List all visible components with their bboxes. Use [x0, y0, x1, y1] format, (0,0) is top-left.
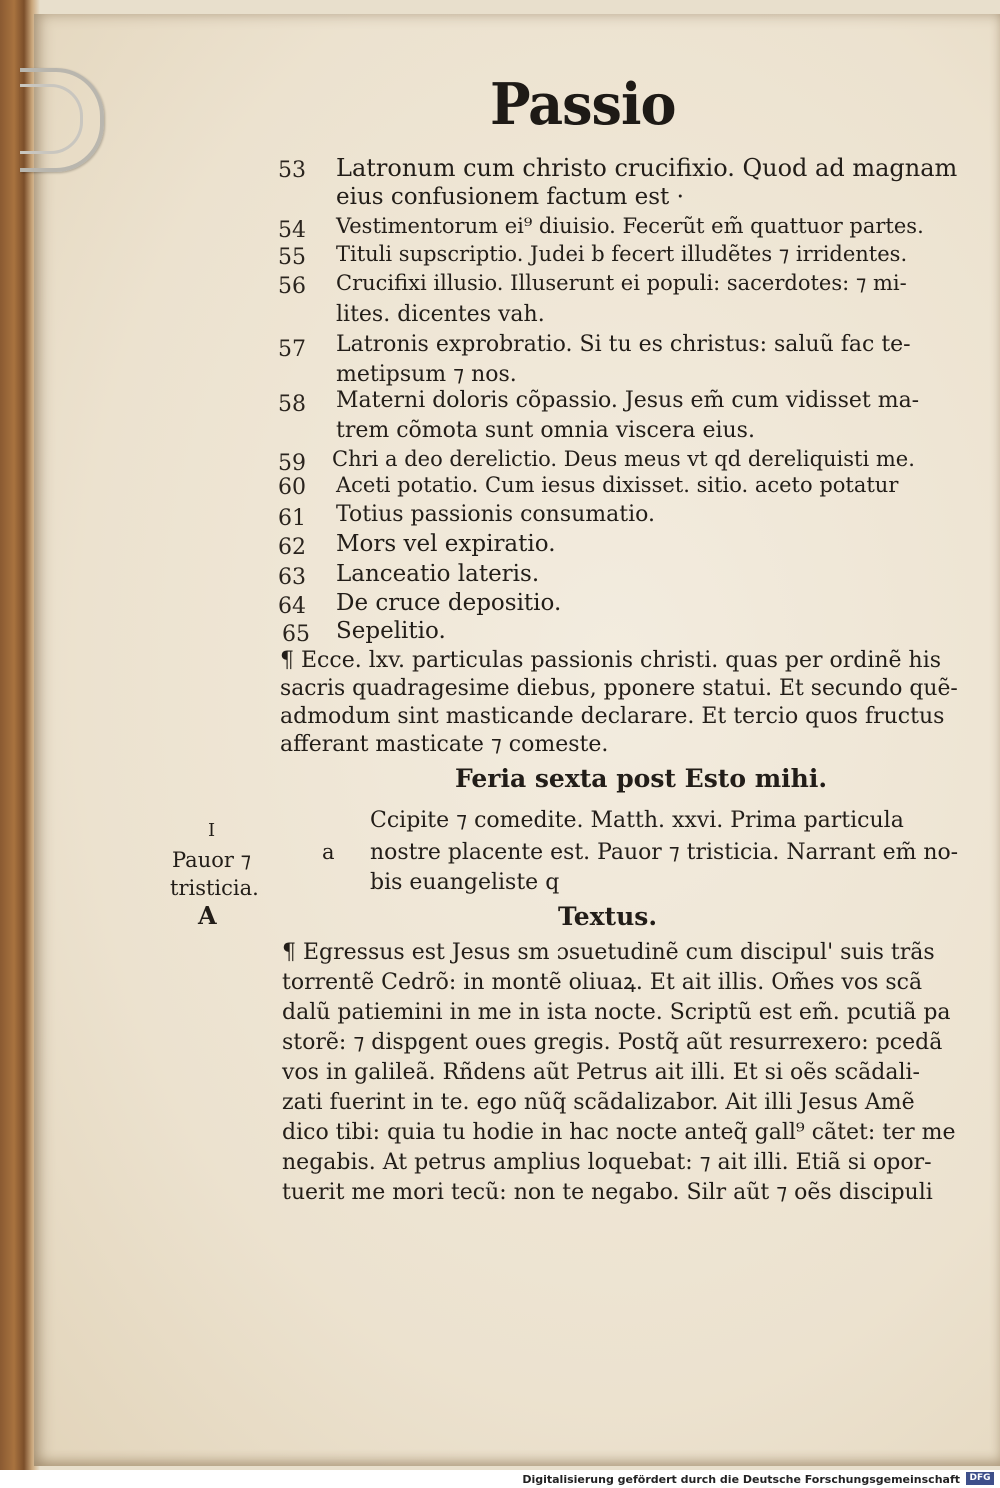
paragraph-line: afferant masticate ⁊ comeste.: [280, 732, 609, 757]
margin-letter: a: [322, 840, 335, 864]
entry-text: metipsum ⁊ nos.: [336, 362, 517, 387]
entry-text: Vestimentorum ei⁹ diuisio. Fecerũt em̃ quattuor partes.: [336, 214, 924, 238]
entry-number: 53: [278, 158, 306, 183]
paragraph-line: tuerit me mori tecũ: non te negabo. Silr aũt ⁊ oẽs discipuli: [282, 1180, 933, 1205]
entry-number: 58: [278, 392, 306, 417]
entry-text: Crucifixi illusio. Illuserunt ei populi: sacerdotes: ⁊ mi-: [336, 271, 907, 295]
paragraph-line: admodum sint masticande declarare. Et tercio quos fructus: [280, 704, 945, 729]
paragraph-line: torrentẽ Cedrõ: in montẽ oliuaꝝ. Et ait illis. Om̃es vos scã: [282, 970, 923, 995]
margin-label: Pauor ⁊: [172, 848, 252, 872]
entry-number: 60: [278, 475, 306, 500]
entry-text: Materni doloris cõpassio. Jesus em̃ cum vidisset ma-: [336, 388, 920, 413]
entry-text: Chri a deo derelictio. Deus meus vt qd dereliquisti me.: [332, 447, 915, 471]
paragraph-line: ¶ Ecce. lxv. particulas passionis christi. quas per ordinẽ his: [280, 648, 942, 673]
paragraph-line: negabis. At petrus amplius loquebat: ⁊ ait illi. Etiã si opor-: [282, 1150, 932, 1175]
margin-letter-a: A: [198, 901, 217, 930]
entry-text: Latronis exprobratio. Si tu es christus: saluũ fac te-: [336, 332, 911, 357]
footer-credit: Digitalisierung gefördert durch die Deutsche Forschungsgemeinschaft: [522, 1473, 960, 1486]
entry-number: 55: [278, 245, 306, 270]
paragraph-line: zati fuerint in te. ego nũq̃ scãdalizabor. Ait illi Jesus Amẽ: [282, 1090, 915, 1115]
entry-text: lites. dicentes vah.: [336, 302, 545, 327]
entry-text: eius confusionem factum est ·: [336, 184, 684, 210]
entry-number: 64: [278, 594, 306, 619]
entry-text: Lanceatio lateris.: [336, 561, 540, 587]
paragraph-line: dalũ patiemini in me in ista nocte. Scriptũ est em̃. pcutiã pa: [282, 1000, 951, 1025]
paragraph-line: vos in galileã. Rñdens aũt Petrus ait illi. Et si oẽs scãdali-: [282, 1060, 920, 1085]
entry-number: 63: [278, 565, 306, 590]
paper-clip-inner-icon: [20, 84, 83, 154]
paragraph-line: nostre placente est. Pauor ⁊ tristicia. Narrant em̃ no-: [370, 840, 959, 865]
entry-number: 57: [278, 337, 306, 362]
entry-number: 65: [282, 622, 310, 647]
entry-number: 61: [278, 506, 306, 531]
entry-text: Sepelitio.: [336, 618, 446, 644]
margin-label: tristicia.: [170, 876, 259, 900]
paragraph-line: ¶ Egressus est Jesus sm ɔsuetudinẽ cum discipul' suis trãs: [282, 940, 935, 965]
running-head: Passio: [490, 70, 676, 138]
paragraph-line: bis euangeliste q: [370, 870, 560, 895]
entry-text: Latronum cum christo crucifixio. Quod ad magnam: [336, 154, 958, 182]
entry-number: 59: [278, 451, 306, 476]
paragraph-line: sacris quadragesime diebus, pponere statui. Et secundo quẽ-: [280, 676, 958, 701]
entry-number: 62: [278, 535, 306, 560]
entry-text: trem cõmota sunt omnia viscera eius.: [336, 418, 755, 443]
paragraph-line: Ccipite ⁊ comedite. Matth. xxvi. Prima particula: [370, 808, 904, 833]
digitization-footer: [0, 1470, 1000, 1488]
entry-text: Totius passionis consumatio.: [336, 502, 655, 527]
margin-number: I: [208, 820, 216, 841]
entry-number: 54: [278, 218, 306, 243]
dfg-logo: DFG: [966, 1472, 994, 1485]
entry-text: Aceti potatio. Cum iesus dixisset. sitio. aceto potatur: [336, 473, 899, 497]
entry-text: De cruce depositio.: [336, 590, 562, 616]
entry-text: Tituli supscriptio. Judei b fecert illudẽtes ⁊ irridentes.: [336, 242, 908, 266]
section-heading: Feria sexta post Esto mihi.: [455, 764, 828, 793]
paragraph-line: dico tibi: quia tu hodie in hac nocte anteq̃ gall⁹ cãtet: ter me: [282, 1120, 956, 1145]
paragraph-line: storẽ: ⁊ dispgent oues gregis. Postq̃ aũt resurrexero: pcedã: [282, 1030, 943, 1055]
entry-number: 56: [278, 274, 306, 299]
textus-heading: Textus.: [558, 902, 658, 931]
entry-text: Mors vel expiratio.: [336, 531, 556, 557]
